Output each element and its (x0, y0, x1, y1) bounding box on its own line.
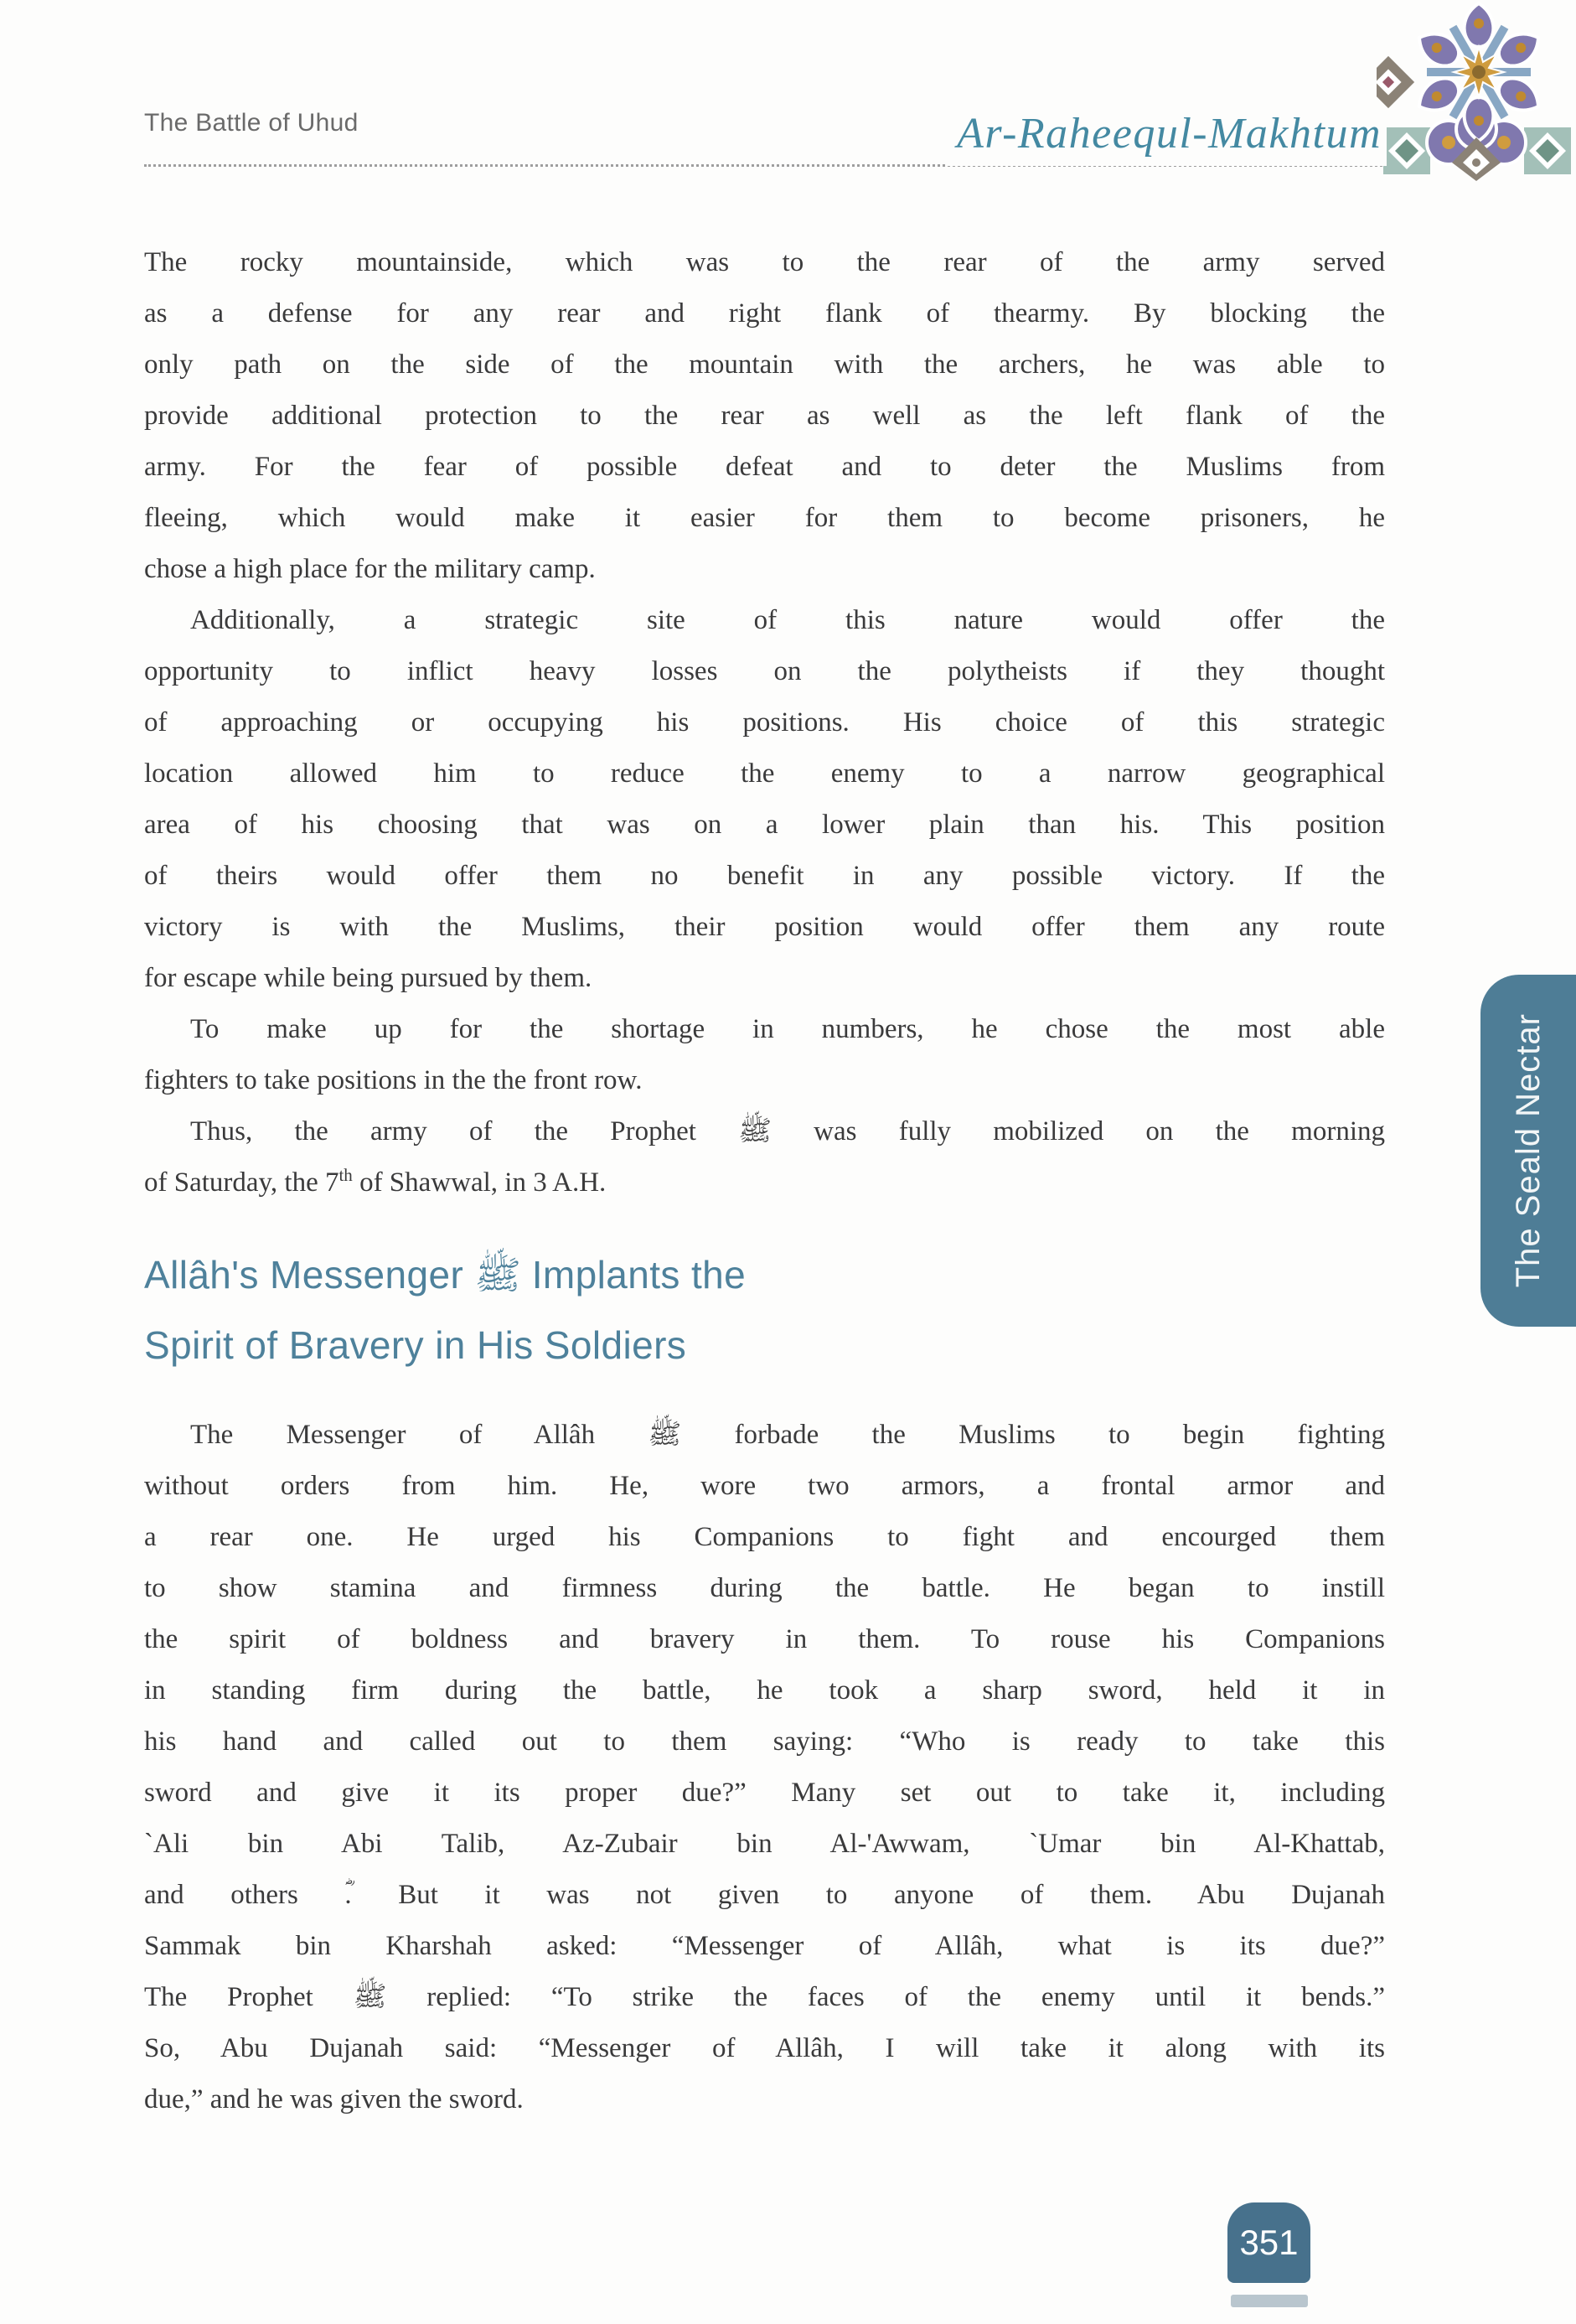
body-line: a rear one. He urged his Companions to fight and encourged them (144, 1522, 1385, 1552)
body-line: Sammak bin Kharshah asked: “Messenger of Allâh, what is its due?” (144, 1931, 1385, 1961)
page-number-badge-shadow (1231, 2295, 1308, 2307)
body-line: only path on the side of the mountain with the archers, he was able to (144, 349, 1385, 380)
body-line: for escape while being pursued by them. (144, 963, 592, 993)
body-line: provide additional protection to the rear as well as the left flank of the (144, 401, 1385, 431)
body-line: To make up for the shortage in numbers, he chose the most able (190, 1014, 1385, 1044)
body-line: victory is with the Muslims, their position would offer them any route (144, 912, 1385, 942)
body-line: the spirit of boldness and bravery in them. To rouse his Companions (144, 1624, 1385, 1654)
chapter-title: The Battle of Uhud (144, 109, 359, 137)
body-line: without orders from him. He, wore two armors, a frontal armor and (144, 1471, 1385, 1501)
body-line: fleeing, which would make it easier for them to become prisoners, he (144, 503, 1385, 533)
page-number-badge: 351 (1227, 2202, 1310, 2283)
body-line: to show stamina and firmness during the battle. He began to instill (144, 1573, 1385, 1603)
body-line: fighters to take positions in the the front row. (144, 1065, 643, 1095)
superscript-ordinal: th (338, 1165, 353, 1185)
body-line: The Prophet ﷺ replied: “To strike the faces of the enemy until it bends.” (144, 1982, 1385, 2012)
body-line: army. For the fear of possible defeat and to deter the Muslims from (144, 452, 1385, 482)
islamic-ornament-icon (1377, 2, 1576, 184)
body-line: his hand and called out to them saying: “Who is ready to take this (144, 1726, 1385, 1757)
body-line: So, Abu Dujanah said: “Messenger of Allâh, I will take it along with its (144, 2033, 1385, 2063)
sidebar-book-tab (1480, 975, 1576, 1327)
body-line: opportunity to inflict heavy losses on the polytheists if they thought (144, 656, 1385, 686)
section-heading-line2: Spirit of Bravery in His Soldiers (144, 1323, 687, 1367)
body-line: due,” and he was given the sword. (144, 2084, 524, 2114)
sidebar-tab-label: The Seald Nectar (1509, 1013, 1547, 1288)
body-line: `Ali bin Abi Talib, Az-Zubair bin Al-'Awwam, `Umar bin Al-Khattab, (144, 1829, 1385, 1859)
section-heading-line1: Allâh's Messenger ﷺ Implants the (144, 1253, 747, 1297)
body-line: and others ؓ. But it was not given to anyone of them. Abu Dujanah (144, 1880, 1385, 1910)
body-line: Thus, the army of the Prophet ﷺ was fully mobilized on the morning (190, 1116, 1385, 1146)
body-line: The Messenger of Allâh ﷺ forbade the Muslims to begin fighting (190, 1420, 1385, 1450)
body-line: location allowed him to reduce the enemy to a narrow geographical (144, 758, 1385, 789)
body-line: Additionally, a strategic site of this nature would offer the (190, 605, 1385, 635)
body-line: sword and give it its proper due?” Many set out to take it, including (144, 1778, 1385, 1808)
body-text-column (144, 237, 1385, 2125)
body-line: in standing firm during the battle, he took a sharp sword, held it in (144, 1675, 1385, 1705)
body-line: The rocky mountainside, which was to the rear of the army served (144, 247, 1385, 277)
body-line: chose a high place for the military camp. (144, 554, 596, 584)
book-title-script: Ar-Raheequl-Makhtum (144, 109, 1387, 158)
body-line: area of his choosing that was on a lower plain than his. This position (144, 810, 1385, 840)
body-line: of Saturday, the 7th of Shawwal, in 3 A.H. (144, 1165, 607, 1198)
body-line: of theirs would offer them no benefit in any possible victory. If the (144, 861, 1385, 891)
section-heading (144, 1240, 1385, 1380)
body-line: of approaching or occupying his positions. His choice of this strategic (144, 707, 1385, 738)
body-line: as a defense for any rear and right flank of thearmy. By blocking the (144, 298, 1385, 329)
